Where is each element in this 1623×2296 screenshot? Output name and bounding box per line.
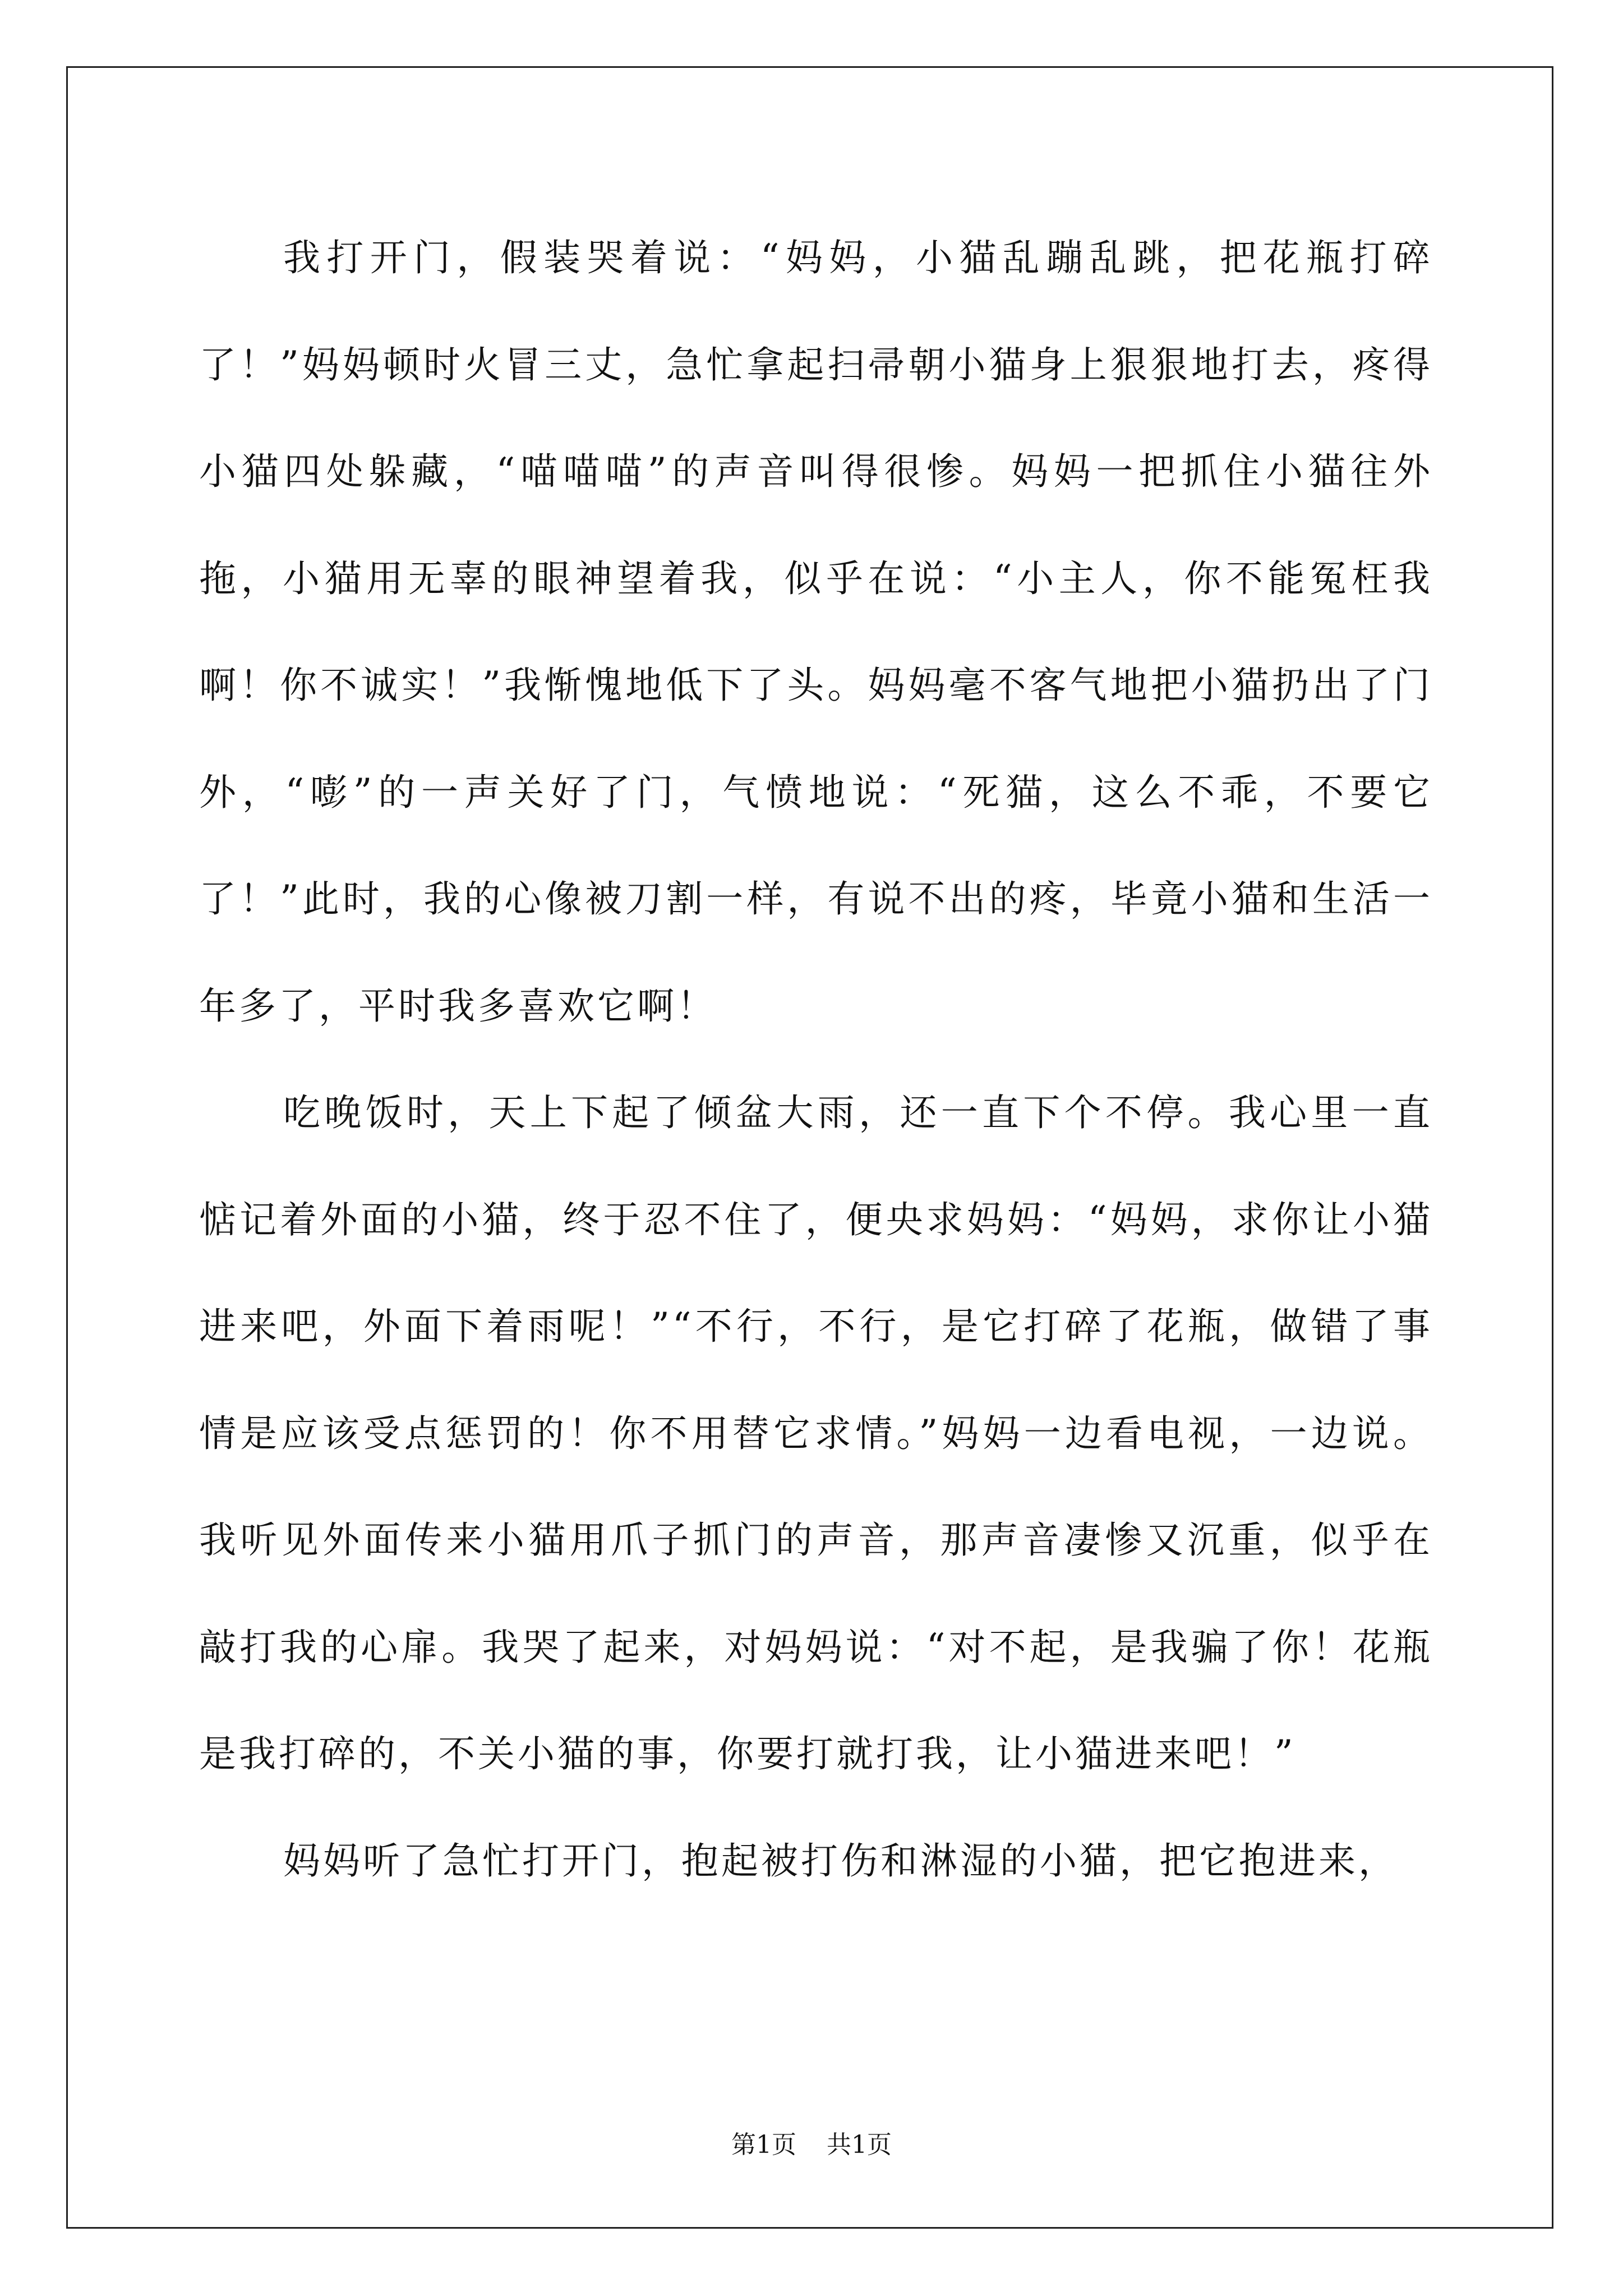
paragraph: 我打开门，假装哭着说：“妈妈，小猫乱蹦乱跳，把花瓶打碎了！”妈妈顿时火冒三丈，急忙拿起扫帚朝小猫身上狠狠地打去，疼得小猫四处躲藏，“喵喵喵”的声音叫得很惨。妈妈一把抓住小猫往外拖，小猫用无辜的眼神望着我，似乎在说：“小主人，你不能冤枉我啊！你不诚实！”我惭愧地低下了头。妈妈毫不客气地把小猫扔出了门外，“嘭”的一声关好了门，气愤地说：“死猫，这么不乖，不要它了！”此时，我的心像被刀割一样，有说不出的疼，毕竟小猫和生活一年多了，平时我多喜欢它啊！ (199, 236, 1433, 1028)
page-total: 共1页 (827, 2131, 892, 2159)
document-body (199, 205, 1433, 1915)
paragraph: 妈妈听了急忙打开门，抱起被打伤和淋湿的小猫，把它抱进来， (283, 1839, 1398, 1883)
page-number: 第1页 (731, 2131, 796, 2159)
paragraph: 吃晚饭时，天上下起了倾盆大雨，还一直下个不停。我心里一直惦记着外面的小猫，终于忍不住了，便央求妈妈：“妈妈，求你让小猫进来吧，外面下着雨呢！”“不行，不行，是它打碎了花瓶，做错了事情是应该受点惩罚的！你不用替它求情。”妈妈一边看电视，一边说。我听见外面传来小猫用爪子抓门的声音，那声音凄惨又沉重，似乎在敲打我的心扉。我哭了起来，对妈妈说：“对不起，是我骗了你！花瓶是我打碎的，不关小猫的事，你要打就打我，让小猫进来吧！” (199, 1091, 1433, 1775)
page-footer (0, 2128, 1623, 2162)
